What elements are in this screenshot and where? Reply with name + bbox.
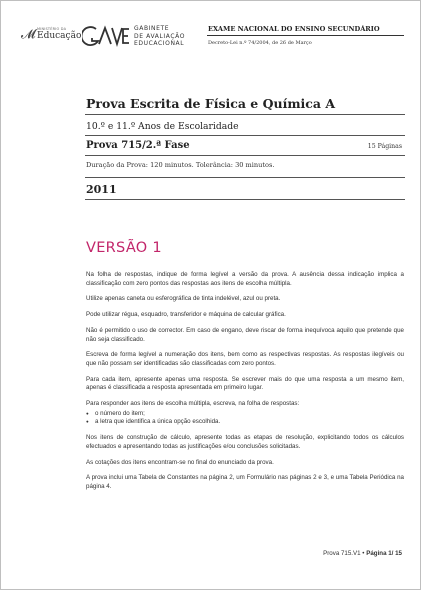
- instruction-paragraph: Escreva de forma legível a numeração dos itens, bem como as respectivas respostas. As respostas ilegíveis ou que não possam ser identificadas são classificadas com zero pontos.: [86, 351, 404, 367]
- ministry-emblem-icon: 𝓜: [21, 27, 36, 42]
- ministry-education-logo: [21, 26, 82, 46]
- instruction-paragraph: Pode utilizar régua, esquadro, transferidor e máquina de calcular gráfica.: [86, 311, 286, 319]
- divider: [85, 114, 405, 115]
- header-divider: [207, 35, 404, 36]
- school-years: 10.º e 11.º Anos de Escolaridade: [86, 121, 239, 132]
- divider: [85, 135, 405, 136]
- exam-title: Prova Escrita de Física e Química A: [86, 96, 336, 111]
- exam-duration: Duração da Prova: 120 minutos. Tolerância: 30 minutos.: [86, 161, 275, 169]
- gave-line: EDUCACIONAL: [134, 40, 185, 47]
- instruction-paragraph: Na folha de respostas, indique de forma legível a versão da prova. A ausência dessa indicação implica a classificação com zero pontos das respostas aos itens de escolha múltipla.: [86, 271, 404, 287]
- exam-code: Prova 715/2.ª Fase: [86, 140, 190, 151]
- divider: [85, 199, 405, 200]
- version-label: VERSÃO 1: [86, 240, 162, 256]
- instruction-bullet-list: [86, 410, 404, 427]
- instruction-paragraph: Utilize apenas caneta ou esferográfica de tinta indelével, azul ou preta.: [86, 295, 281, 303]
- gave-logo-icon: [82, 25, 130, 47]
- instruction-paragraph: As cotações dos itens encontram-se no final do enunciado da prova.: [86, 458, 274, 466]
- exam-year: 2011: [86, 183, 117, 196]
- instruction-paragraph: Para cada item, apresente apenas uma resposta. Se escrever mais do que uma resposta a um mesmo item, apenas é classificada a resposta apresentada em primeiro lugar.: [86, 375, 404, 392]
- divider: [85, 177, 405, 178]
- instruction-paragraph: A prova inclui uma Tabela de Constantes na página 2, um Formulário nas páginas 2 e 3, e uma Tabela Periódica na página 4.: [86, 474, 404, 490]
- gave-line: DE AVALIAÇÃO: [134, 32, 186, 40]
- instruction-paragraph: Nos itens de construção de cálculo, apresente todas as etapas de resolução, explicitando todos os cálculos efectuados e apresentando todas as justificações e/ou conclusões solicitadas.: [86, 434, 404, 450]
- gave-name: [134, 25, 204, 48]
- footer-page-number: Página 1/ 15: [366, 550, 402, 557]
- divider: [85, 155, 405, 156]
- instruction-paragraph: Não é permitido o uso de corrector. Em caso de engano, deve riscar de forma inequívoca aquilo que pretende que não seja classificado.: [86, 326, 404, 343]
- instruction-bullet: ● o número do item;: [86, 410, 404, 419]
- page-footer: [323, 550, 402, 557]
- gave-line: GABINETE: [134, 25, 170, 32]
- ministry-logo-main-text: Educação: [37, 31, 82, 41]
- page-count: 15 Páginas: [367, 143, 402, 150]
- instructions: [86, 271, 404, 499]
- ministry-logo-top-text: MINISTÉRIO DA: [37, 27, 67, 31]
- decree-reference: Decreto-Lei n.º 74/2004, de 26 de Março: [208, 40, 312, 46]
- instruction-bullet: ● a letra que identifica a única opção escolhida.: [86, 418, 404, 427]
- footer-prova-ref: Prova 715.V1 •: [323, 550, 365, 557]
- exam-header-title: EXAME NACIONAL DO ENSINO SECUNDÁRIO: [208, 25, 380, 33]
- instruction-paragraph: Para responder aos itens de escolha múltipla, escreva, na folha de respostas:: [86, 400, 300, 408]
